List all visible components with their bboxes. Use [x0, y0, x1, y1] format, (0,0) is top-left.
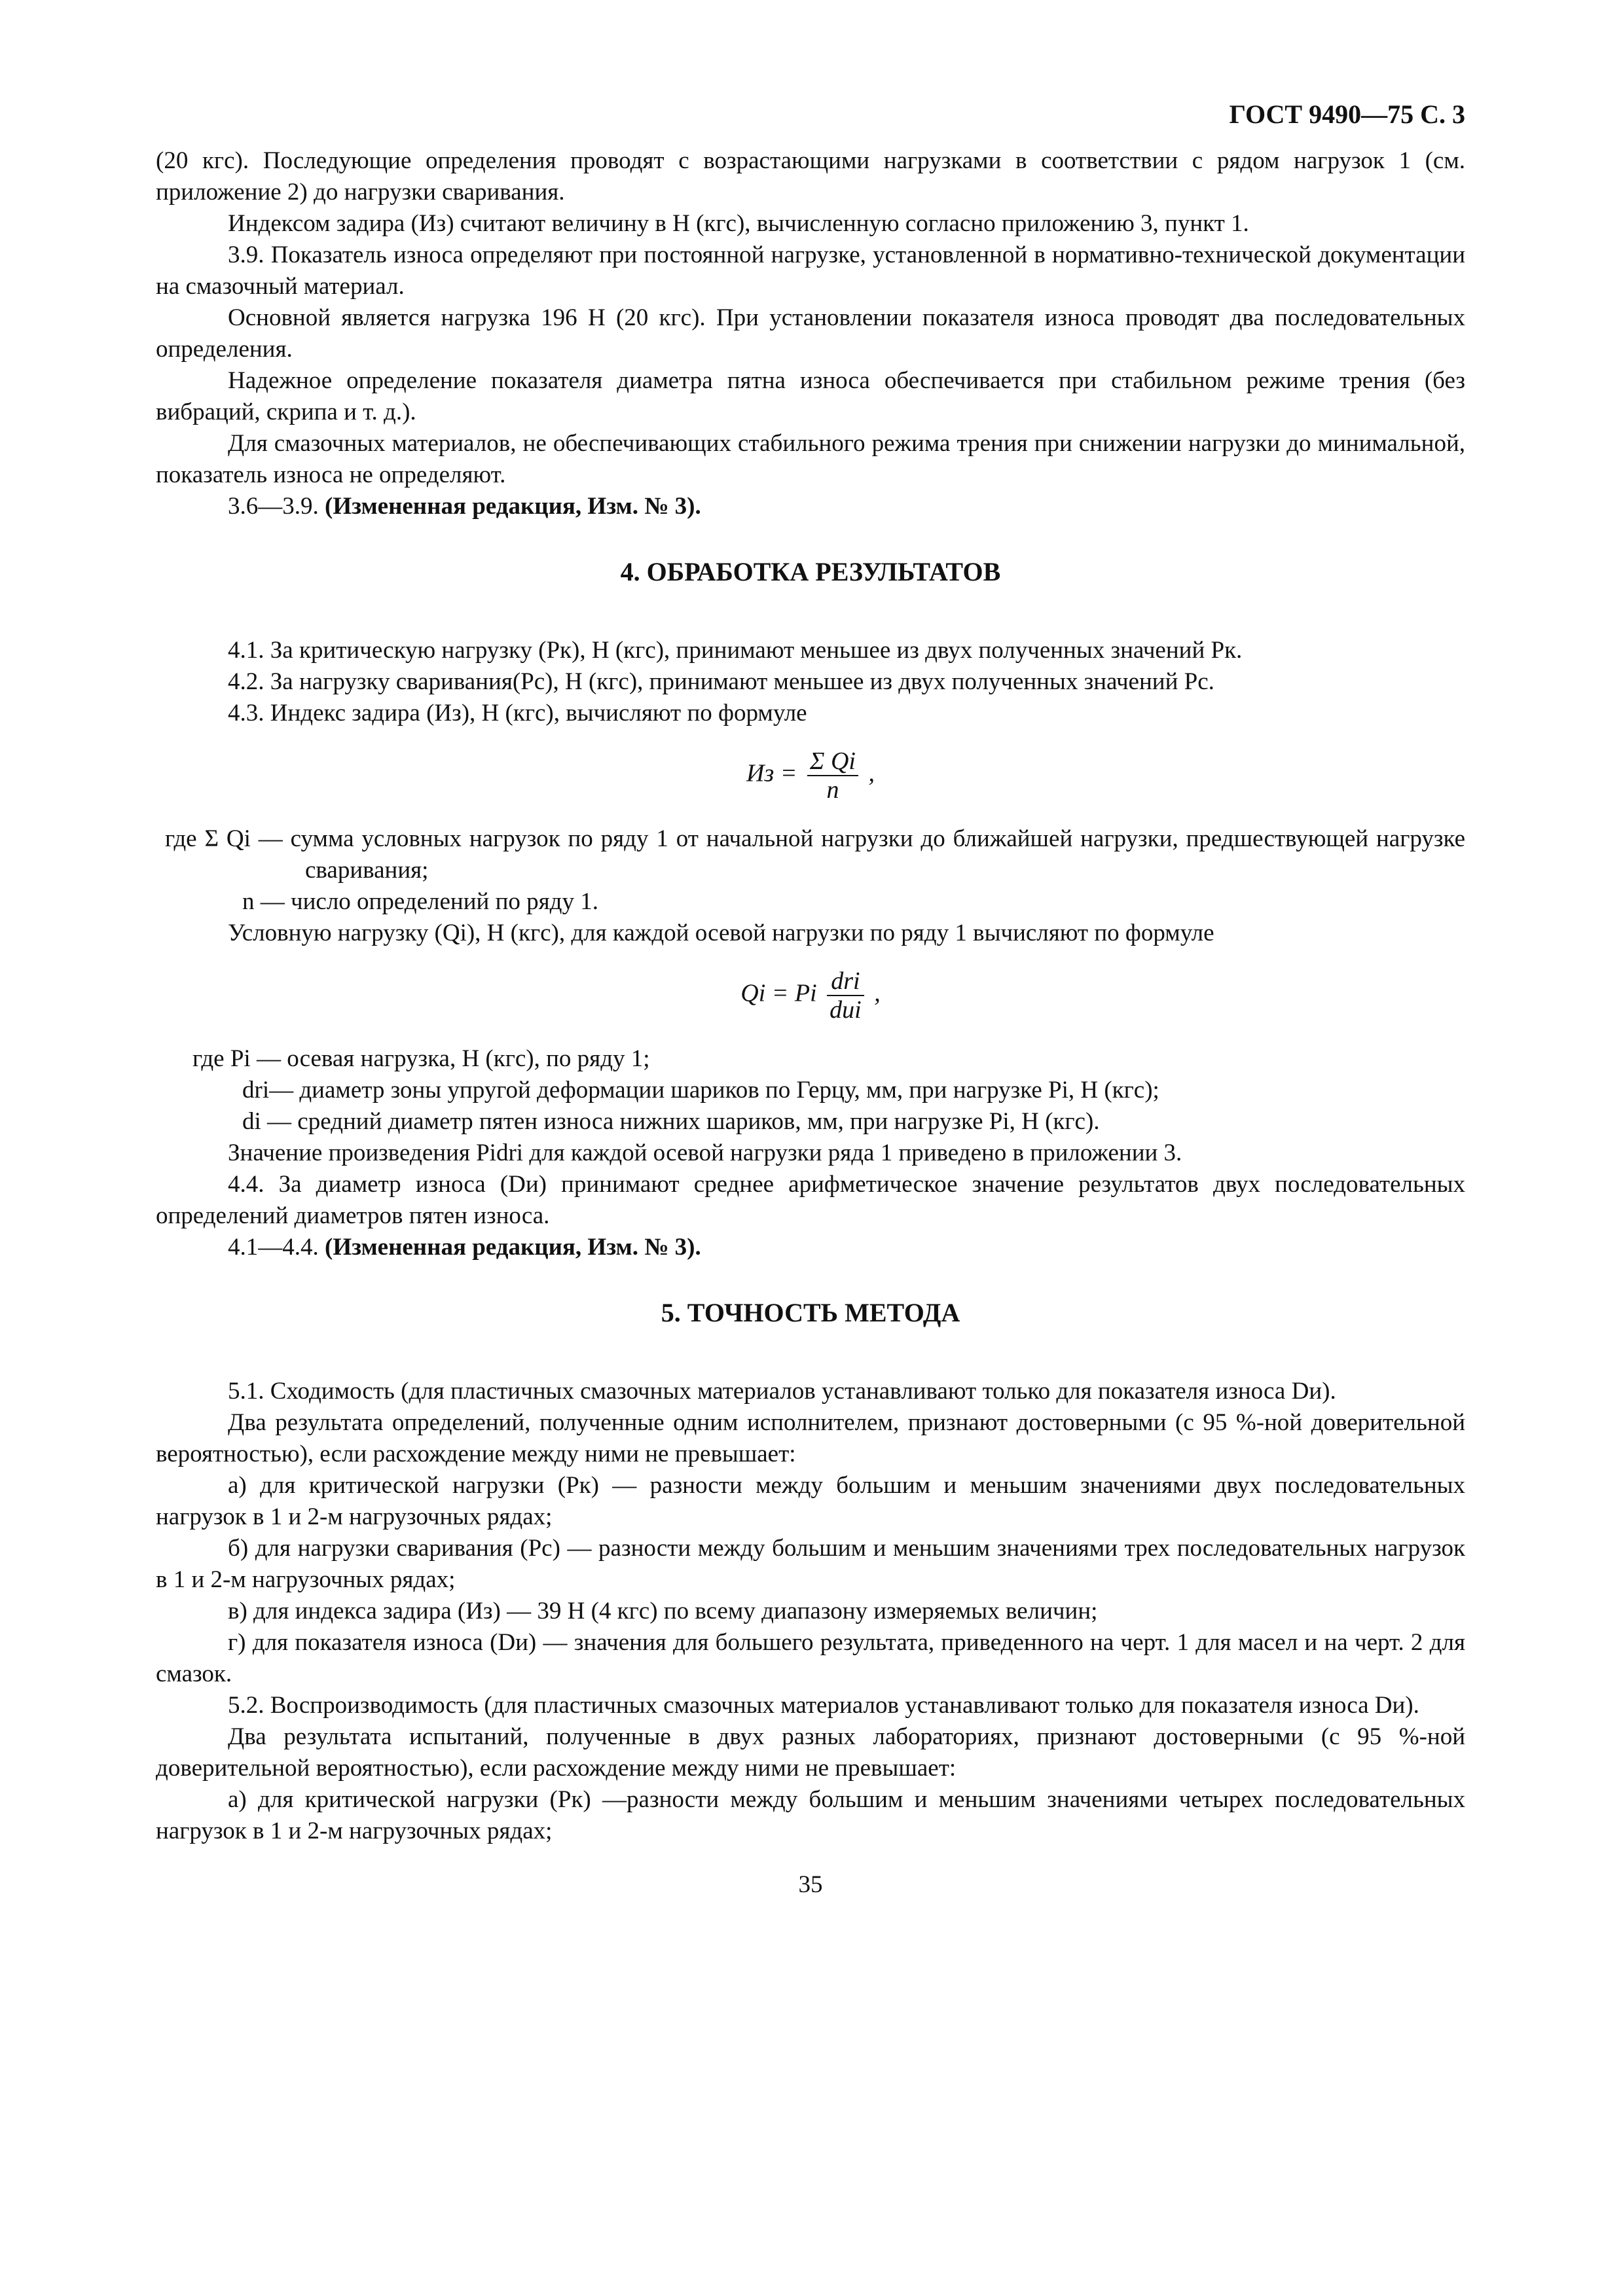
document-page: [156, 98, 1465, 1901]
paragraph: Для смазочных материалов, не обеспечивающих стабильного режима трения при снижении нагрузки до минимальной, показатель износа не определяют.: [156, 430, 1465, 488]
formula-denominator: n: [826, 776, 839, 804]
paragraph: (20 кгс). Последующие определения проводят с возрастающими нагрузками в соответствии с рядом нагрузок 1 (см. приложение 2) до нагрузки сваривания.: [156, 147, 1465, 206]
paragraph: Надежное определение показателя диаметра пятна износа обеспечивается при стабильном режиме трения (без вибраций, скрипа и т. д.).: [156, 367, 1465, 425]
paragraph: 4.2. За нагрузку сваривания(Рс), Н (кгс), принимают меньшее из двух полученных значений Рс.: [228, 668, 1214, 695]
amendment-label: (Измененная редакция, Изм. № 3).: [325, 493, 701, 520]
formula-lhs: Из =: [746, 759, 797, 787]
amendment-clauses: 3.6—3.9.: [228, 493, 319, 520]
formula-numerator: Σ Qi: [807, 747, 858, 776]
paragraph: Два результата определений, полученные одним исполнителем, признают достоверными (с 95 %-ной доверительной вероятностью), если расхождение между ними не превышает:: [156, 1409, 1465, 1467]
formula-fraction: [827, 967, 864, 1024]
paragraph: 5.1. Сходимость (для пластичных смазочных материалов устанавливают только для показателя износа Dи).: [228, 1378, 1336, 1405]
formula-lhs: Qi = Pi: [740, 979, 817, 1007]
page-number: 35: [798, 1871, 823, 1898]
section-5-title: 5. ТОЧНОСТЬ МЕТОДА: [661, 1298, 960, 1327]
list-item: г) для показателя износа (Dи) — значения для большего результата, приведенного на черт. 1 для масел и на черт. 2 для смазок.: [156, 1629, 1465, 1687]
definition-item: dri— диаметр зоны упругой деформации шариков по Герцу, мм, при нагрузке Pi, Н (кгс);: [242, 1077, 1159, 1103]
amendment-clauses: 4.1—4.4.: [228, 1234, 319, 1261]
formula-conditional-load: [156, 967, 1465, 1024]
paragraph: Индексом задира (Из) считают величину в Н (кгс), вычисленную согласно приложению 3, пункт 1.: [228, 210, 1249, 237]
page-header: ГОСТ 9490—75 С. 3: [1229, 99, 1465, 129]
paragraph: Основной является нагрузка 196 Н (20 кгс). При установлении показателя износа проводят два последовательных определения.: [156, 304, 1465, 363]
paragraph: 4.3. Индекс задира (Из), Н (кгс), вычисляют по формуле: [228, 700, 807, 726]
formula-tail: ,: [868, 759, 875, 787]
section-4-title: 4. ОБРАБОТКА РЕЗУЛЬТАТОВ: [620, 557, 1001, 586]
list-item: в) для индекса задира (Из) — 39 Н (4 кгс) по всему диапазону измеряемых величин;: [228, 1598, 1098, 1624]
paragraph: Значение произведения Pidri для каждой осевой нагрузки ряда 1 приведено в приложении 3.: [228, 1139, 1182, 1166]
paragraph: 4.1. За критическую нагрузку (Рк), Н (кгс), принимают меньшее из двух полученных значений Рк.: [228, 637, 1243, 664]
paragraph: 4.4. За диаметр износа (Dи) принимают среднее арифметическое значение результатов двух последовательных определений диаметров пятен износа.: [156, 1171, 1465, 1229]
formula-fraction: [807, 747, 858, 804]
list-item: а) для критической нагрузки (Рк) —разности между большим и меньшим значениями четырех последовательных нагрузок в 1 и 2-м нагрузочных рядах;: [156, 1786, 1465, 1844]
paragraph: Два результата испытаний, полученные в двух разных лабораториях, признают достоверными (с 95 %-ной доверительной вероятностью), если расхождение между ними не превышает:: [156, 1723, 1465, 1782]
amendment-note: [156, 1232, 1465, 1263]
list-item: б) для нагрузки сваривания (Рс) — разности между большим и меньшим значениями трех последовательных нагрузок в 1 и 2-м нагрузочных рядах;: [156, 1535, 1465, 1593]
amendment-note: [156, 491, 1465, 522]
paragraph: 3.9. Показатель износа определяют при постоянной нагрузке, установленной в нормативно-технической документации на смазочный материал.: [156, 242, 1465, 300]
definition-item: где Pi — осевая нагрузка, Н (кгс), по ряду 1;: [192, 1045, 650, 1072]
amendment-label: (Измененная редакция, Изм. № 3).: [325, 1234, 701, 1261]
paragraph: 5.2. Воспроизводимость (для пластичных смазочных материалов устанавливают только для показателя износа Dи).: [228, 1692, 1419, 1719]
definition-item: n — число определений по ряду 1.: [242, 888, 598, 915]
list-item: а) для критической нагрузки (Рк) — разности между большим и меньшим значениями двух последовательных нагрузок в 1 и 2-м нагрузочных рядах;: [156, 1472, 1465, 1530]
definition-item: di — средний диаметр пятен износа нижних шариков, мм, при нагрузке Pi, Н (кгс).: [242, 1108, 1100, 1135]
formula-denominator: dиi: [830, 996, 862, 1024]
formula-numerator: dri: [827, 967, 864, 996]
formula-scuff-index: [156, 747, 1465, 804]
paragraph: Условную нагрузку (Qi), Н (кгс), для каждой осевой нагрузки по ряду 1 вычисляют по формуле: [228, 920, 1214, 946]
formula-tail: ,: [874, 979, 881, 1007]
definition-item: где Σ Qi — сумма условных нагрузок по ряду 1 от начальной нагрузки до ближайшей нагрузки, предшествующей нагрузке сваривания;: [165, 825, 1465, 884]
